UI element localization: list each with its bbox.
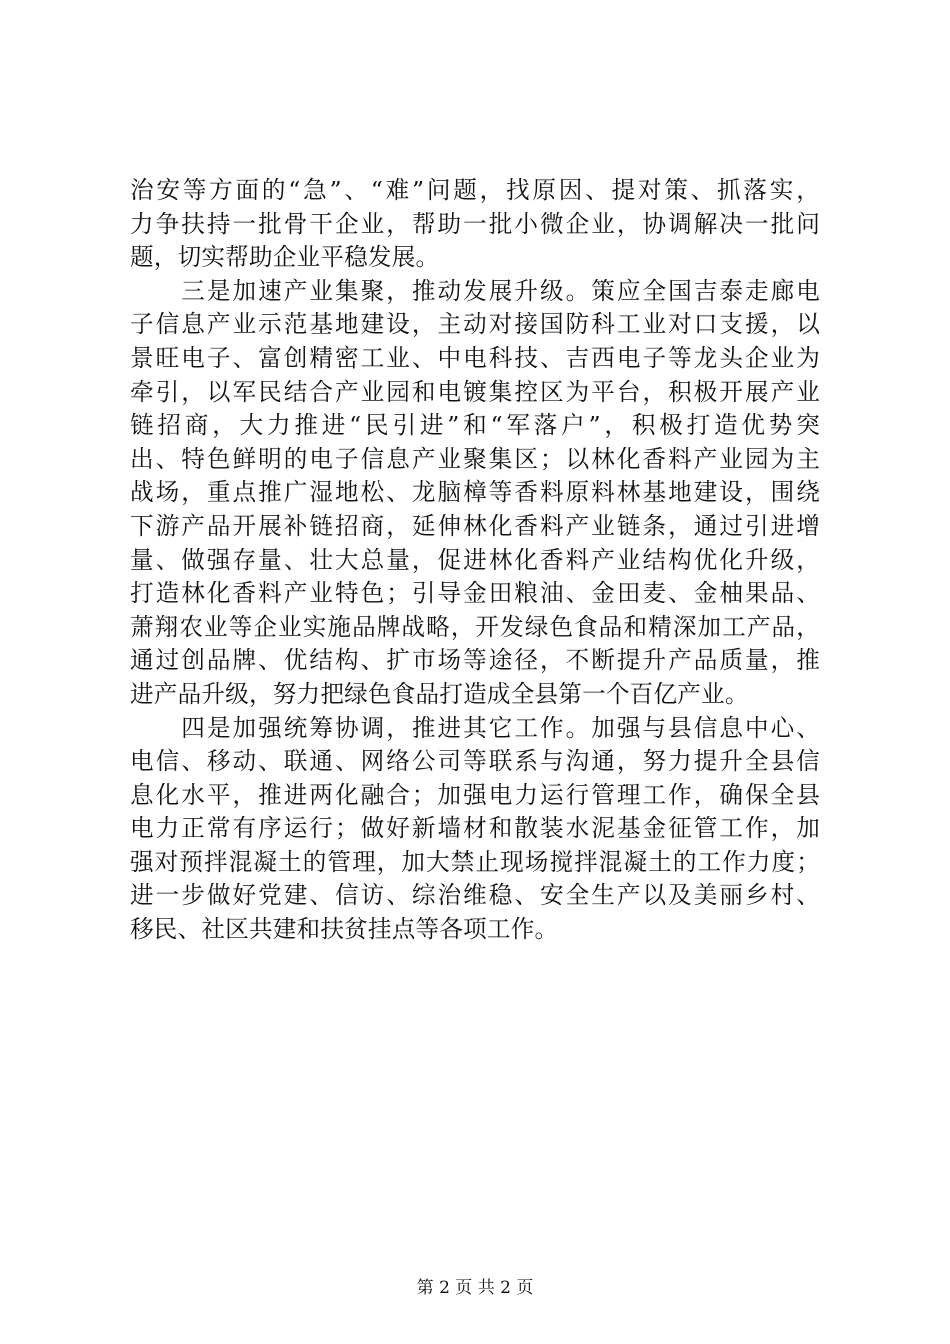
text-line: 力争扶持一批骨干企业，帮助一批小微企业，协调解决一批问	[130, 209, 820, 238]
text-line: 题，切实帮助企业平稳发展。	[130, 243, 440, 272]
document-body	[130, 174, 820, 947]
text-line: 三是加速产业集聚，推动发展升级。策应全国吉泰走廊电	[130, 276, 820, 305]
text-line: 进产品升级，努力把绿色食品打造成全县第一个百亿产业。	[130, 679, 749, 708]
text-line: 链招商，大力推进“民引进”和“军落户”，积极打造优势突	[130, 411, 820, 440]
text-line: 通过创品牌、优结构、扩市场等途径，不断提升产品质量，推	[130, 646, 820, 675]
text-line: 息化水平，推进两化融合；加强电力运行管理工作，确保全县	[130, 780, 820, 809]
text-line: 萧翔农业等企业实施品牌战略，开发绿色食品和精深加工产品，	[130, 612, 820, 641]
text-line: 牵引，以军民结合产业园和电镀集控区为平台，积极开展产业	[130, 377, 820, 406]
text-line: 四是加强统筹协调，推进其它工作。加强与县信息中心、	[130, 713, 820, 742]
text-line: 出、特色鲜明的电子信息产业聚集区；以林化香料产业园为主	[130, 444, 820, 473]
text-line: 下游产品开展补链招商，延伸林化香料产业链条，通过引进增	[130, 511, 820, 540]
text-line: 电力正常有序运行；做好新墙材和散装水泥基金征管工作，加	[130, 814, 820, 843]
text-line: 治安等方面的“急”、“难”问题，找原因、提对策、抓落实，	[130, 176, 820, 204]
text-line: 进一步做好党建、信访、综治维稳、安全生产以及美丽乡村、	[130, 881, 820, 910]
text-line: 子信息产业示范基地建设，主动对接国防科工业对口支援，以	[130, 310, 820, 339]
text-line: 打造林化香料产业特色；引导金田粮油、金田麦、金柚果品、	[130, 579, 820, 608]
page-number-footer: 第 2 页 共 2 页	[416, 1278, 534, 1298]
text-line: 量、做强存量、壮大总量，促进林化香料产业结构优化升级，	[130, 545, 820, 574]
text-line: 强对预拌混凝土的管理，加大禁止现场搅拌混凝土的工作力度；	[130, 847, 820, 876]
text-line: 景旺电子、富创精密工业、中电科技、吉西电子等龙头企业为	[130, 343, 820, 372]
text-line: 战场，重点推广湿地松、龙脑樟等香料原料林基地建设，围绕	[130, 478, 820, 507]
text-line: 电信、移动、联通、网络公司等联系与沟通，努力提升全县信	[130, 747, 820, 776]
text-line: 移民、社区共建和扶贫挂点等各项工作。	[130, 915, 559, 944]
